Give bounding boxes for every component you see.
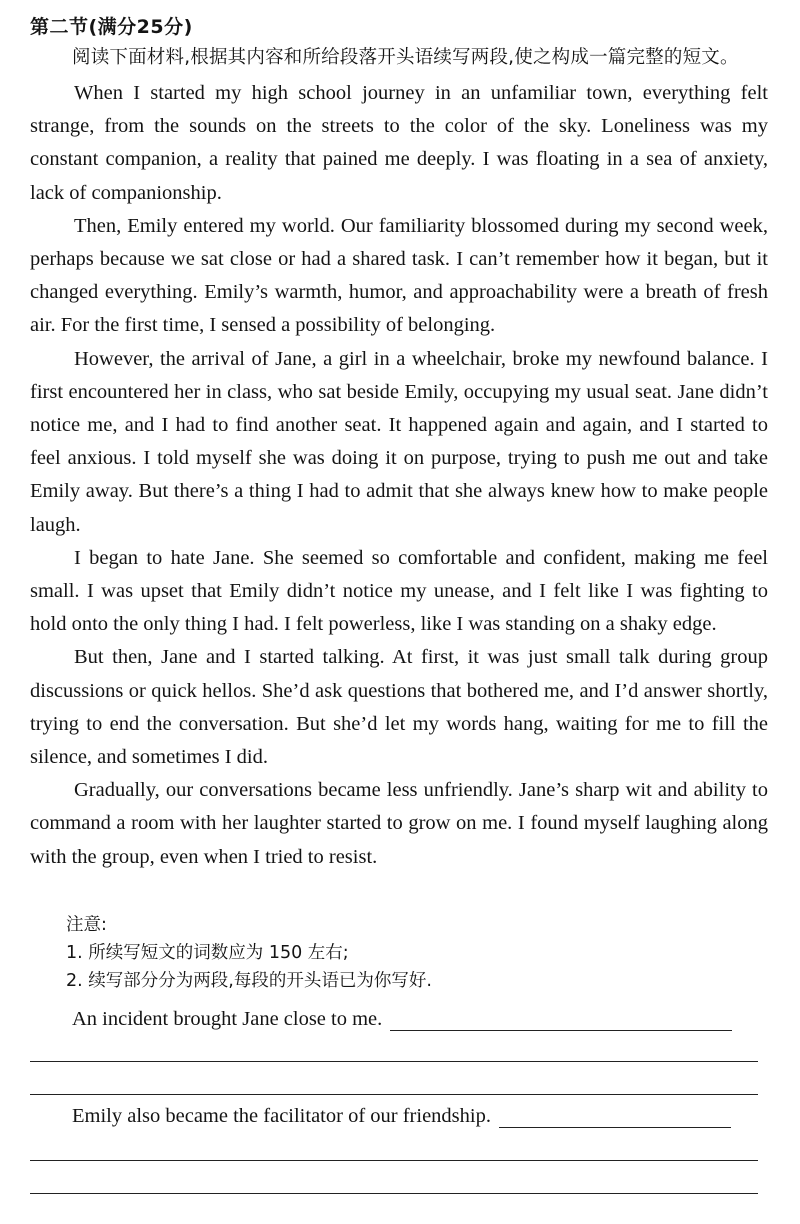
continuation-prompt-1 bbox=[72, 1004, 732, 1031]
continuation-prompt-2 bbox=[72, 1101, 731, 1128]
passage-paragraph-6: Gradually, our conversations became less unfriendly. Jane’s sharp wit and ability to command a room with her laughter started to grow on me. I found myself laughing along with the group, even when I tried to resist. bbox=[30, 779, 768, 868]
writing-line[interactable] bbox=[30, 1193, 758, 1194]
note-item-2: 2. 续写部分分为两段,每段的开头语已为你写好. bbox=[66, 971, 432, 991]
passage-paragraph-1: When I started my high school journey in an unfamiliar town, everything felt strange, from the sounds on the streets to the color of the sky. Loneliness was my constant companion, a reality that pained me deeply. I was floating in a sea of anxiety, lack of companionship. bbox=[30, 82, 768, 204]
passage-paragraph-5: But then, Jane and I started talking. At first, it was just small talk during group discussions or quick hellos. She’d ask questions that bothered me, and I’d answer shortly, trying to end the conversation. But she’d let my words hang, waiting for me to fill the silence, and sometimes I did. bbox=[30, 646, 768, 769]
note-item-1: 1. 所续写短文的词数应为 150 左右; bbox=[66, 943, 349, 963]
writing-line[interactable] bbox=[30, 1160, 758, 1161]
prompt-2-text: Emily also became the facilitator of our friendship. bbox=[72, 1105, 491, 1127]
answer-blank-1[interactable] bbox=[390, 1004, 732, 1031]
section-title: 第二节(满分25分) bbox=[30, 16, 193, 38]
writing-line[interactable] bbox=[30, 1061, 758, 1062]
notes-block bbox=[66, 911, 432, 995]
instruction-text: 阅读下面材料,根据其内容和所给段落开头语续写两段,使之构成一篇完整的短文。 bbox=[72, 47, 739, 68]
prompt-1-text: An incident brought Jane close to me. bbox=[72, 1008, 383, 1030]
notes-heading: 注意: bbox=[66, 915, 107, 935]
answer-blank-2[interactable] bbox=[499, 1101, 731, 1128]
passage-paragraph-4: I began to hate Jane. She seemed so comfortable and confident, making me feel small. I was upset that Emily didn’t notice my unease, and I felt like I was fighting to hold onto the only thing I had. I felt powerless, like I was standing on a shaky edge. bbox=[30, 546, 768, 636]
reading-passage bbox=[30, 77, 768, 874]
writing-line[interactable] bbox=[30, 1094, 758, 1095]
passage-paragraph-3: However, the arrival of Jane, a girl in a wheelchair, broke my newfound balance. I first encountered her in class, who sat beside Emily, occupying my usual seat. Jane didn’t notice me, and I had to find another seat. It happened again and again, and I started to feel anxious. I told myself she was doing it on purpose, trying to push me out and take Emily away. But there’s a thing I had to admit that she always knew how to make people laugh. bbox=[30, 347, 768, 536]
passage-paragraph-2: Then, Emily entered my world. Our familiarity blossomed during my second week, perhaps because we sat close or had a shared task. I can’t remember how it began, but it changed everything. Emily’s warmth, humor, and approachability were a breath of fresh air. For the first time, I sensed a possibility of belonging. bbox=[30, 214, 768, 337]
